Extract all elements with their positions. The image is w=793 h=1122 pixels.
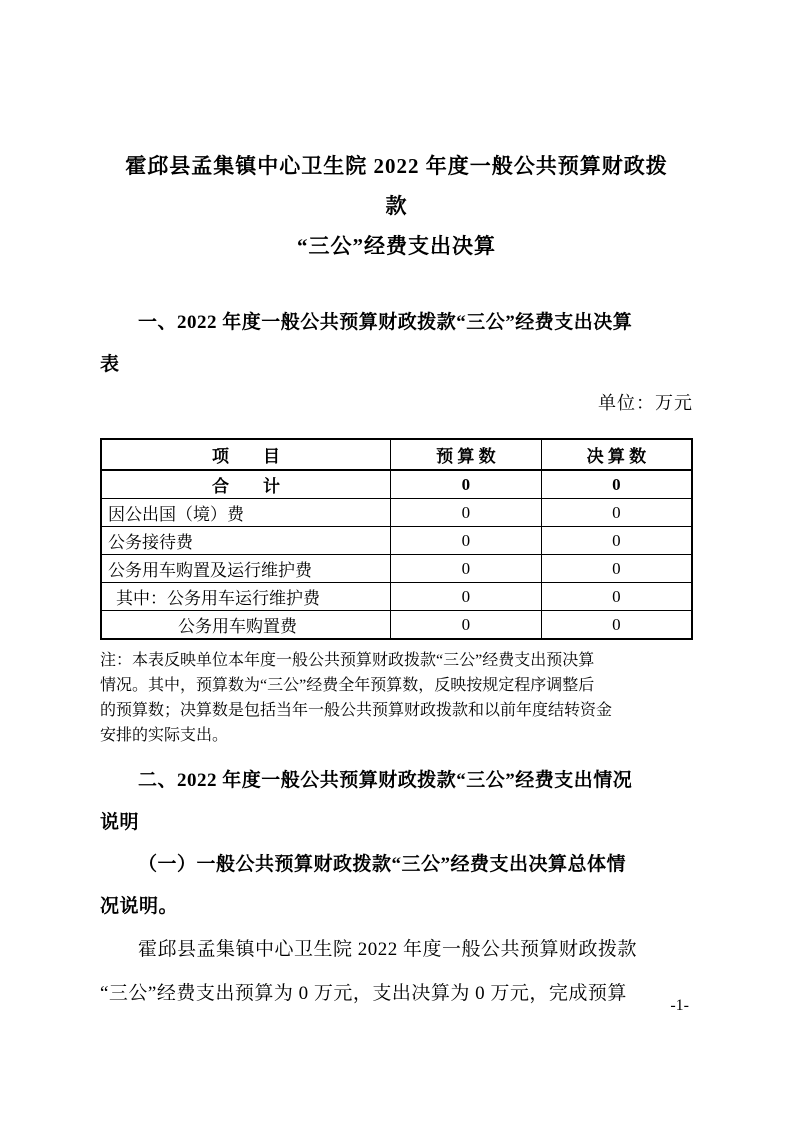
note-line-4: 安排的实际支出。 — [100, 727, 229, 744]
budget-value: 0 — [391, 470, 542, 499]
row-label: 公务用车购置费 — [101, 611, 391, 640]
title-line-2: 款 — [385, 194, 408, 218]
budget-value: 0 — [391, 583, 542, 611]
note-line-2: 情况。其中，预算数为“三公”经费全年预算数，反映按规定程序调整后 — [100, 677, 595, 694]
note-line-3: 的预算数；决算数是包括当年一般公共预算财政拨款和以前年度结转资金 — [100, 702, 613, 719]
section2-heading-line-2: 说明 — [100, 812, 140, 833]
section1-heading — [100, 302, 693, 386]
subsection1-heading-line-1: （一）一般公共预算财政拨款“三公”经费支出决算总体情 — [138, 854, 627, 875]
final-value: 0 — [541, 611, 692, 640]
table-header-final: 决 算 数 — [541, 439, 692, 470]
table-row-reception — [101, 527, 692, 555]
subsection1-heading — [100, 844, 693, 928]
note-line-1: 注：本表反映单位本年度一般公共预算财政拨款“三公”经费支出预决算 — [100, 652, 595, 669]
section1-heading-line-2: 表 — [100, 354, 120, 375]
final-value: 0 — [541, 527, 692, 555]
paragraph-1-line-1: 霍邱县孟集镇中心卫生院 2022 年度一般公共预算财政拨款 — [138, 939, 638, 960]
document-title — [100, 146, 693, 266]
row-label: 因公出国（境）费 — [101, 499, 391, 527]
budget-value: 0 — [391, 555, 542, 583]
row-label: 公务接待费 — [101, 527, 391, 555]
row-label: 合 计 — [101, 470, 391, 499]
paragraph-1-line-2: “三公”经费支出预算为 0 万元，支出决算为 0 万元，完成预算 — [100, 983, 627, 1004]
row-label: 其中：公务用车运行维护费 — [101, 583, 391, 611]
final-value: 0 — [541, 583, 692, 611]
final-value: 0 — [541, 555, 692, 583]
section1-heading-line-1: 一、2022 年度一般公共预算财政拨款“三公”经费支出决算 — [138, 312, 633, 333]
budget-value: 0 — [391, 499, 542, 527]
final-value: 0 — [541, 499, 692, 527]
table-header-row — [101, 439, 692, 470]
table-note — [100, 648, 693, 748]
unit-label: 单位：万元 — [598, 393, 693, 413]
subsection1-heading-line-2: 况说明。 — [100, 896, 179, 917]
table-row-total — [101, 470, 692, 499]
section2-heading-line-1: 二、2022 年度一般公共预算财政拨款“三公”经费支出情况 — [138, 770, 633, 791]
paragraph-1 — [100, 928, 693, 1016]
page-content — [100, 0, 693, 1016]
budget-value: 0 — [391, 611, 542, 640]
budget-value: 0 — [391, 527, 542, 555]
budget-table — [100, 438, 693, 640]
page-number: -1- — [670, 997, 689, 1014]
row-label: 公务用车购置及运行维护费 — [101, 555, 391, 583]
title-line-3: “三公”经费支出决算 — [297, 234, 496, 258]
table-row-vehicle-purchase — [101, 611, 692, 640]
title-line-1: 霍邱县孟集镇中心卫生院 2022 年度一般公共预算财政拨 — [125, 154, 668, 178]
table-row-vehicle-total — [101, 555, 692, 583]
final-value: 0 — [541, 470, 692, 499]
table-header-item: 项 目 — [101, 439, 391, 470]
table-row-abroad — [101, 499, 692, 527]
table-header-budget: 预 算 数 — [391, 439, 542, 470]
table-row-vehicle-maintenance — [101, 583, 692, 611]
section2-heading — [100, 760, 693, 844]
